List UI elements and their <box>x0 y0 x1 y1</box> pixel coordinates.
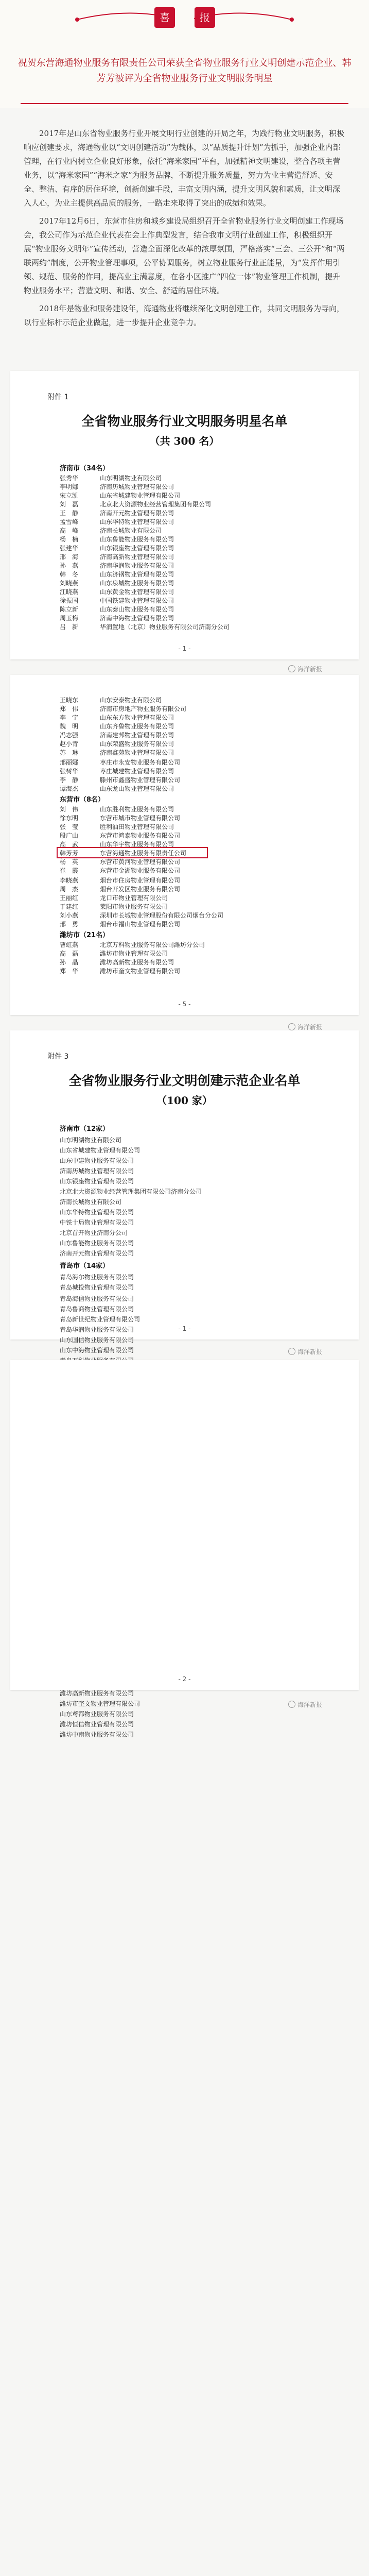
region-heading: 济南市（34名） <box>60 465 110 472</box>
watermark <box>288 1347 322 1356</box>
region-heading: 济南市（12家） <box>60 1125 110 1133</box>
person-name: 韩 冬 <box>60 571 79 578</box>
list-item <box>60 509 174 517</box>
watermark-text: 海洋新报 <box>297 1348 323 1355</box>
company-name: 山东省城建物业管理有限公司 <box>100 492 181 499</box>
list-item <box>60 902 168 911</box>
company-name: 深圳市长城物业管理股份有限公司烟台分公司 <box>100 912 224 919</box>
list-item <box>60 775 180 784</box>
person-name: 邢 勇 <box>60 921 79 928</box>
company-name: 山东齐鲁物业服务有限公司 <box>100 723 174 730</box>
person-name: 李 宁 <box>60 714 79 721</box>
attachment-label: 附件 3 <box>47 1053 69 1061</box>
list-item <box>60 713 174 722</box>
company-item: 潍坊市奎文物业管理有限公司 <box>60 1700 140 1707</box>
person-name: 刘 磊 <box>60 501 79 508</box>
watermark-icon <box>288 1701 295 1708</box>
watermark-icon <box>288 1023 295 1030</box>
list-item <box>60 535 174 544</box>
highlight-box <box>57 847 208 858</box>
person-name: 苏 琳 <box>60 749 79 756</box>
company-item: 山东中海物业管理有限公司 <box>60 1347 134 1354</box>
company-item: 山东鲁能物业服务有限公司 <box>60 1240 134 1247</box>
banner-divider <box>21 103 348 104</box>
person-name: 张树华 <box>60 768 79 775</box>
watermark <box>288 1023 322 1031</box>
list-item <box>60 814 180 822</box>
company-name: 山东泰山物业服务有限公司 <box>100 606 174 613</box>
list-item <box>60 831 180 840</box>
person-name: 冯志强 <box>60 732 79 739</box>
company-item: 山东银座物业管理有限公司 <box>60 1178 134 1185</box>
page-number: - 5 - <box>178 1001 191 1008</box>
company-name: 山东泉城物业服务有限公司 <box>100 580 174 587</box>
company-item: 济南历城物业管理有限公司 <box>60 1167 134 1175</box>
document-page <box>10 1360 359 1690</box>
company-name: 山东胜利物业服务有限公司 <box>100 806 174 813</box>
company-item: 济南长城物业有限公司 <box>60 1198 122 1206</box>
list-item <box>60 544 174 552</box>
intro-paragraph: 2017年是山东省物业服务行业开展文明行业创建的开局之年，为践行物业文明服务，积极响应创建要求，海通物业以“文明创建活动”为载体，以“品质提升计划”为抓手，加强企业内部管理，在行业内树立企业良好形象，依托“海米家园”平台，加强精神文明建设，整合各项主营业务，以“海米家园”“海米之家”为服务品牌，不断提升服务质量，努力为业主营造舒适、安全、整洁、有序的居住环境，创新创建手段，丰富文明内涵，提升文明风貌和素质，让文明深入人心，为业主提供高品质的服务，一路走来取得了突出的成绩和效果。 <box>24 129 345 208</box>
list-item <box>60 731 174 739</box>
company-name: 东营市鸿泰物业服务有限公司 <box>100 832 181 839</box>
company-name: 山东华特物业管理有限公司 <box>100 518 174 526</box>
company-name: 济南长城物业有限公司 <box>100 527 162 534</box>
list-item <box>60 949 168 958</box>
person-name: 邢 海 <box>60 553 79 561</box>
person-name: 孟雪峰 <box>60 518 79 526</box>
list-item <box>60 473 162 482</box>
person-name: 王 静 <box>60 510 79 517</box>
company-name: 山东济钢物业管理有限公司 <box>100 571 174 578</box>
person-name: 郑 伟 <box>60 705 79 713</box>
list-item <box>60 857 180 866</box>
person-name: 李晓燕 <box>60 877 79 884</box>
company-name: 东营海通物业服务有限责任公司 <box>100 850 187 857</box>
company-name: 烟台市福山物业管理有限公司 <box>100 921 181 928</box>
person-name: 周玉梅 <box>60 615 79 622</box>
region-heading: 东营市（8名） <box>60 796 105 804</box>
company-item: 潍坊中南物业服务有限公司 <box>60 1731 134 1738</box>
intro-paragraph: 2018年是物业和服务建设年，海通物业将继续深化文明创建工作，共同文明服务为导向，以行业标杆示范企业做起，进一步提升企业竞争力。 <box>24 304 345 327</box>
company-name: 龙口市物业管理有限公司 <box>100 894 168 902</box>
list-item <box>60 696 162 704</box>
company-item: 济南开元物业管理有限公司 <box>60 1250 134 1257</box>
watermark-icon <box>288 1348 295 1355</box>
region-heading: 青岛市（14家） <box>60 1262 110 1270</box>
list-item <box>60 822 174 831</box>
person-name: 邢丽娜 <box>60 759 79 766</box>
company-item: 山东华特物业管理有限公司 <box>60 1209 134 1216</box>
person-name: 高 磊 <box>60 950 79 957</box>
list-title: 全省物业服务行业文明创建示范企业名单 <box>68 1073 301 1088</box>
announcement-banner <box>0 0 369 108</box>
person-name: 江晓燕 <box>60 588 79 596</box>
person-name: 刘小燕 <box>60 912 79 919</box>
company-item: 青岛海信物业服务有限公司 <box>60 1295 134 1302</box>
company-name: 枣庄市永安物业服务有限公司 <box>100 759 181 766</box>
company-name: 烟台开发区物业服务有限公司 <box>100 886 181 893</box>
company-name: 东营市黄河物业管理有限公司 <box>100 858 181 866</box>
company-name: 枣庄城建物业管理有限公司 <box>100 768 174 775</box>
list-item <box>60 704 186 713</box>
list-item <box>60 500 211 509</box>
document-page <box>10 675 359 1015</box>
list-subtitle: （共 300 名） <box>149 435 220 447</box>
company-item: 青岛新世纪物业管理有限公司 <box>60 1316 140 1323</box>
company-item: 北京北大资源物业经营管理集团有限公司济南分公司 <box>60 1188 202 1195</box>
list-item <box>60 482 174 491</box>
company-item: 山东明湖物业有限公司 <box>60 1137 122 1144</box>
company-name: 山东华宇物业服务有限公司 <box>100 841 174 848</box>
list-item <box>60 967 180 975</box>
company-name: 济南华润物业服务有限公司 <box>100 562 174 569</box>
company-item: 青岛城投物业管理有限公司 <box>60 1284 134 1291</box>
person-name: 韩芳芳 <box>60 850 79 857</box>
list-item <box>60 552 174 561</box>
company-item: 山东中建物业服务有限公司 <box>60 1157 134 1164</box>
company-name: 潍坊高新物业服务有限公司 <box>100 959 174 966</box>
person-name: 刘晓燕 <box>60 580 79 587</box>
company-name: 山东明湖物业有限公司 <box>100 474 162 482</box>
person-name: 崔 霞 <box>60 867 79 874</box>
company-name: 北京万科物业服务有限公司潍坊分公司 <box>100 941 205 948</box>
list-item <box>60 561 174 570</box>
badge-right: 报 <box>195 7 215 28</box>
company-name: 莱阳市物业服务有限公司 <box>100 903 168 910</box>
company-item: 青岛海尔物业服务有限公司 <box>60 1274 134 1281</box>
person-name: 高 武 <box>60 841 79 848</box>
list-item <box>60 614 174 622</box>
person-name: 宋立凯 <box>60 492 79 499</box>
company-name: 山东银座物业管理有限公司 <box>100 545 174 552</box>
company-name: 东营市金湖物业服务有限公司 <box>100 867 181 874</box>
company-name: 潍坊市奎文物业管理有限公司 <box>100 968 181 975</box>
company-item: 潍坊恒信物业管理有限公司 <box>60 1721 134 1728</box>
watermark <box>288 1700 322 1709</box>
list-item <box>60 587 174 596</box>
list-item <box>60 805 174 814</box>
page-number: - 1 - <box>178 645 191 652</box>
person-name: 张秀华 <box>60 474 79 482</box>
region-heading: 潍坊市（21名） <box>60 931 110 939</box>
company-item: 北京首开物业济南分公司 <box>60 1229 128 1236</box>
list-item <box>60 605 174 614</box>
company-name: 北京北大资源物业经营管理集团有限公司 <box>100 501 212 508</box>
person-name: 刘 伟 <box>60 806 79 813</box>
person-name: 曹虹燕 <box>60 941 79 948</box>
company-item: 青岛华润物业服务有限公司 <box>60 1326 134 1333</box>
company-item: 山东鸢都物业服务有限公司 <box>60 1710 134 1718</box>
intro-paragraph: 2017年12月6日，东营市住房和城乡建设局组织召开全省物业服务行业文明创建工作现场会，我公司作为示范企业代表在会上作典型发言，结合我市文明行业创建工作，积极组织开展“物业服务文明年”宣传活动，营造全面深化改革的浓厚氛围，严格落实“三会、三公开”和“两联两约”制度，公开物业管理事项，公平协调服务，树立物业服务行业正能量，为“发挥作用引领、规范、服务的作用，提高业主满意度，在各小区推广“四位一体”物业管理工作机制，提升物业服务水平；营造文明、和谐、安全、舒适的居住环境。 <box>24 216 345 295</box>
company-name: 山东龙山物业管理有限公司 <box>100 785 174 792</box>
company-name: 东营市城市物业管理有限公司 <box>100 815 181 822</box>
list-item <box>60 876 180 885</box>
watermark <box>288 665 322 673</box>
person-name: 陈立新 <box>60 606 79 613</box>
person-name: 郑 华 <box>60 968 79 975</box>
company-item: 青岛鲁商物业管理有限公司 <box>60 1306 134 1313</box>
list-item <box>60 940 205 949</box>
attachment-label: 附件 1 <box>47 393 69 401</box>
list-item <box>60 748 174 757</box>
list-item <box>60 866 180 875</box>
company-name: 山东东方物业管理有限公司 <box>100 714 174 721</box>
page-number: - 2 - <box>178 1675 191 1683</box>
list-subtitle: （100 家） <box>156 1094 213 1107</box>
company-name: 中国铁建物业管理有限公司 <box>100 597 174 604</box>
person-name: 李明娜 <box>60 483 79 490</box>
company-name: 济南鑫苑物业管理有限公司 <box>100 749 174 756</box>
company-name: 山东鲁能物业服务有限公司 <box>100 536 174 543</box>
list-item <box>60 767 174 775</box>
person-name: 李 静 <box>60 776 79 784</box>
banner-title: 祝贺东营海通物业服务有限责任公司荣获全省物业服务行业文明创建示范企业、韩芳芳被评为全省物业服务行业文明服务明星 <box>17 58 352 84</box>
list-item <box>60 579 174 587</box>
list-item <box>60 758 180 767</box>
company-name: 烟台市住房物业管理有限公司 <box>100 877 181 884</box>
person-name: 于建红 <box>60 903 79 910</box>
company-name: 潍坊市物业管理有限公司 <box>100 950 168 957</box>
document-page <box>10 371 359 659</box>
watermark-text: 海洋新报 <box>297 1024 323 1031</box>
person-name: 赵小青 <box>60 740 79 748</box>
person-name: 徐东明 <box>60 815 79 822</box>
company-name: 山东安泰物业有限公司 <box>100 697 162 704</box>
list-item <box>60 739 174 748</box>
list-item <box>60 958 174 967</box>
list-item <box>60 893 168 902</box>
watermark-text: 海洋新报 <box>297 1701 323 1708</box>
company-item: 山东国信物业服务有限公司 <box>60 1336 134 1344</box>
company-item: 潍坊高新物业服务有限公司 <box>60 1690 134 1697</box>
person-name: 徐振国 <box>60 597 79 604</box>
list-item <box>60 885 180 893</box>
company-name: 济南市房地产物业服务有限公司 <box>100 705 187 713</box>
badge-left: 喜 <box>154 7 175 28</box>
watermark-icon <box>288 665 295 672</box>
list-item <box>60 491 180 500</box>
list-item <box>60 722 174 731</box>
person-name: 孙 燕 <box>60 562 79 569</box>
person-name: 高 峰 <box>60 527 79 534</box>
list-item <box>60 596 174 605</box>
company-name: 胜利油田物业管理有限公司 <box>100 823 174 831</box>
company-name: 济南历城物业管理有限公司 <box>100 483 174 490</box>
company-name: 济南中海物业管理有限公司 <box>100 615 174 622</box>
person-name: 杨 楠 <box>60 536 79 543</box>
company-item: 山东省城建物业管理有限公司 <box>60 1147 140 1154</box>
person-name: 王丽红 <box>60 894 79 902</box>
person-name: 魏 明 <box>60 723 79 730</box>
list-item <box>60 517 174 526</box>
person-name: 王晓东 <box>60 697 79 704</box>
company-name: 华润置地（北京）物业服务有限公司济南分公司 <box>100 623 230 631</box>
company-item: 中铁十局物业管理有限公司 <box>60 1219 134 1226</box>
person-name: 张建华 <box>60 545 79 552</box>
list-item <box>60 570 174 579</box>
company-name: 山东荣盛物业服务有限公司 <box>100 740 174 748</box>
person-name: 张 莹 <box>60 823 79 831</box>
intro-text <box>24 127 345 334</box>
company-name: 济南建邦物业管理有限公司 <box>100 732 174 739</box>
person-name: 孙 晶 <box>60 959 79 966</box>
page-number: - 1 - <box>178 1325 191 1332</box>
person-name: 殷广山 <box>60 832 79 839</box>
list-item <box>60 920 180 928</box>
person-name: 杨 英 <box>60 858 79 866</box>
watermark-text: 海洋新报 <box>297 666 323 673</box>
list-item <box>60 526 162 535</box>
company-name: 济南高新物业管理有限公司 <box>100 553 174 561</box>
ornament-icon <box>72 4 297 28</box>
list-item <box>60 911 223 920</box>
company-name: 济南开元物业管理有限公司 <box>100 510 174 517</box>
company-name: 山东黄金物业管理有限公司 <box>100 588 174 596</box>
person-name: 吕 新 <box>60 623 79 631</box>
person-name: 谭海杰 <box>60 785 79 792</box>
list-title: 全省物业服务行业文明服务明星名单 <box>81 414 288 429</box>
company-name: 滕州市鑫盛物业管理有限公司 <box>100 776 181 784</box>
person-name: 周 杰 <box>60 886 79 893</box>
list-item <box>60 622 230 631</box>
list-item <box>60 784 174 793</box>
